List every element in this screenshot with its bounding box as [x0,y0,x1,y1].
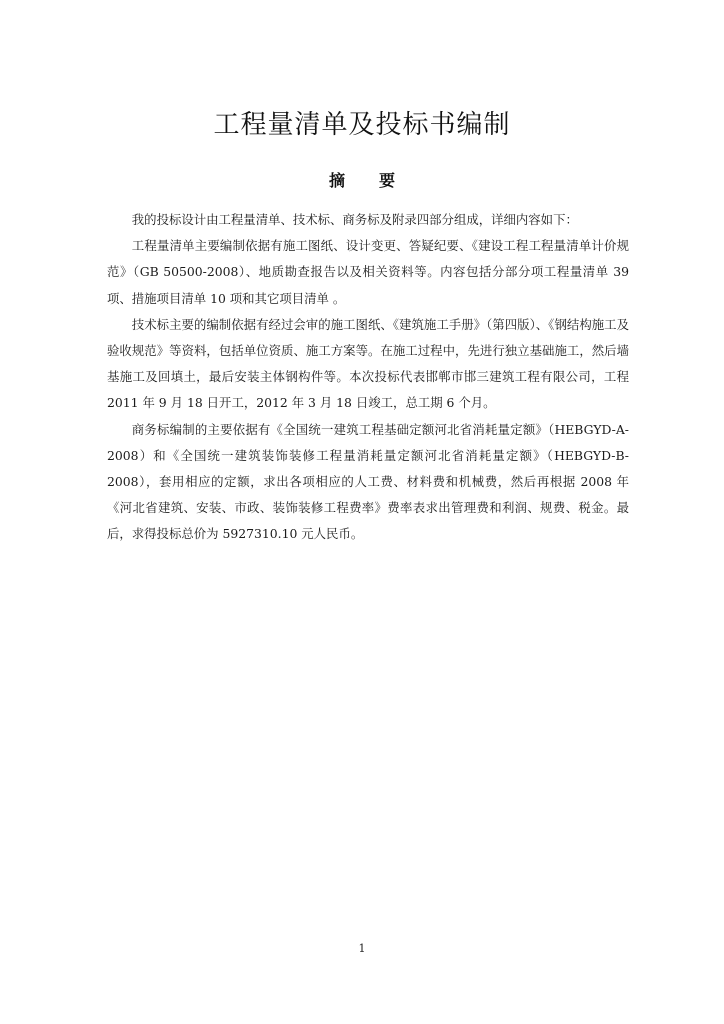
abstract-body [107,207,629,548]
paragraph-intro: 我的投标设计由工程量清单、技术标、商务标及附录四部分组成，详细内容如下： [131,212,578,227]
abstract-heading-second-char: 要 [379,171,396,190]
abstract-heading-first-char: 摘 [328,171,345,190]
paragraph-technical-bid: 技术标主要的编制依据有经过会审的施工图纸、《建筑施工手册》（第四版）、《钢结构施工及验收规范》等资料，包括单位资质、施工方案等。在施工过程中，先进行独立基础施工，然后墙基施工及回填土，最后安装主体钢构件等。本次投标代表邯郸市邯三建筑工程有限公司，工程 2011 年 9 月 18 日开工，2012 年 3 月 18 日竣工，总工期 6 个月。 [107,316,629,411]
document-title: 工程量清单及投标书编制 [213,110,511,140]
paragraph-commercial-bid: 商务标编制的主要依据有《全国统一建筑工程基础定额河北省消耗量定额》（HEBGYD-A-2008）和《全国统一建筑装饰装修工程量消耗量定额河北省消耗量定额》（HEBGYD-B-2008），套用相应的定额，求出各项相应的人工费、材料费和机械费，然后再根据 2008 年《河北省建筑、安装、市政、装饰装修工程费率》费率表求出管理费和利润、规费、税金。最后，求得投标总价为 5927310.10 元人民币。 [107,421,629,542]
page-number: 1 [358,942,366,955]
paragraph-bill-of-quantities: 工程量清单主要编制依据有施工图纸、设计变更、答疑纪要、《建设工程工程量清单计价规范》（GB 50500-2008）、地质勘查报告以及相关资料等。内容包括分部分项工程量清单 39 项、措施项目清单 10 项和其它项目清单 。 [107,238,629,306]
abstract-heading [0,168,724,191]
